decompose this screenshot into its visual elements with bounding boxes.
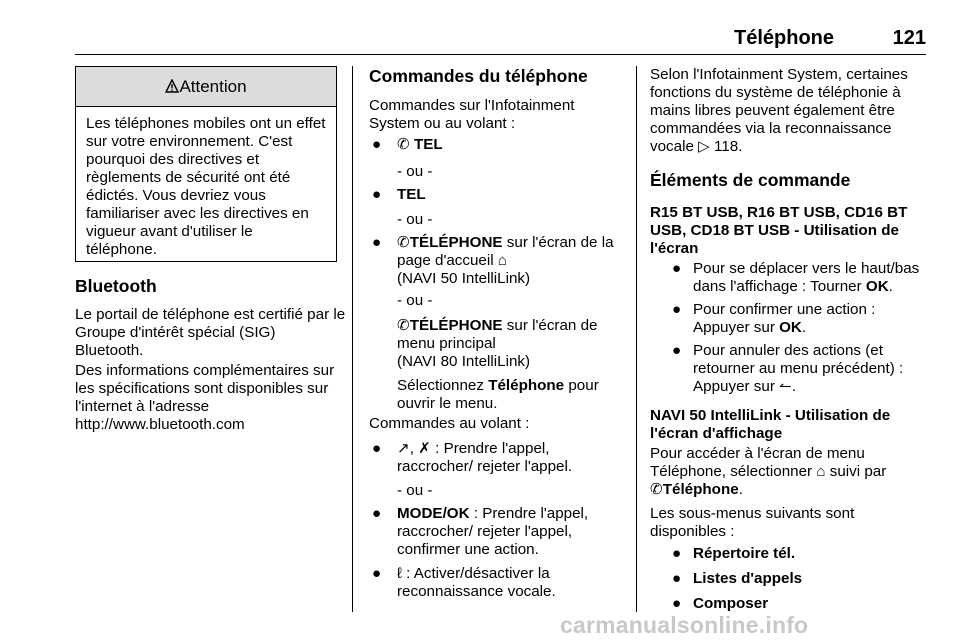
steering-heading: Commandes au volant : [369,415,530,432]
submenu-item: Composer [693,595,769,612]
list-item-call: ↗, ✗ : Prendre l'appel, raccrocher/ rejeter l'appel. [397,440,573,475]
list-item-telephone-home: ✆TÉLÉPHONE sur l'écran de la page d'accueil ⌂ (NAVI 50 IntelliLink) [397,234,614,287]
page-number: 121 [892,27,926,49]
section-heading-controls: Éléments de commande [650,170,851,190]
or-text: - ou - [397,292,433,309]
or-text: - ou - [397,163,433,180]
list-item-tel-button: ✆ TEL [397,136,443,153]
bullet-icon: ● [672,260,682,277]
pickup-icon: ↗ [397,440,410,457]
subheading-radio-models: R15 BT USB, R16 BT USB, CD16 BT USB, CD18 BT USB - Utilisation de l'écran [650,204,908,257]
watermark: carmanualsonline.info [560,612,809,638]
header-rule [75,54,926,55]
column-divider-2 [636,66,637,612]
bullet-icon: ● [372,565,382,582]
bluetooth-paragraph-2: Des informations complémentaires sur les spécifications sont disponibles sur l'internet à l'adresse http://www.bluetooth.com [75,362,335,433]
bluetooth-paragraph-1: Le portail de téléphone est certifié par le Groupe d'intérêt spécial (SIG) Bluetooth. [75,306,346,359]
bluetooth-heading: Bluetooth [75,276,157,296]
attention-box [75,66,337,262]
bullet-icon: ● [672,595,682,612]
submenu-item: Listes d'appels [693,570,803,587]
column-divider-1 [352,66,353,612]
home-icon: ⌂ [497,252,508,269]
hangup-icon: ✗ [418,440,431,457]
phone-icon: ✆ [650,481,663,498]
bullet-icon: ● [672,570,682,587]
attention-text: Les téléphones mobiles ont un effet sur votre environnement. C'est pourquoi des directives et règlements de sécurité ont été édictés. Vous devriez vous familiariser avec les directives en vigueur avant d'utiliser le téléphone. [86,115,326,258]
page-title: Téléphone [733,27,834,49]
bullet-icon: ● [672,545,682,562]
bullet-icon: ● [372,440,382,457]
attention-header [76,67,336,107]
list-item-telephone-menu: ✆TÉLÉPHONE sur l'écran de menu principal (NAVI 80 IntelliLink) [397,317,598,370]
section-heading-commands: Commandes du téléphone [369,66,588,86]
list-item-scroll: Pour se déplacer vers le haut/bas dans l'affichage : Tourner OK. [693,260,920,295]
or-text: - ou - [397,482,433,499]
attention-label: Attention [179,77,247,96]
bullet-icon: ● [372,136,382,153]
warning-icon [165,79,179,93]
page-ref-icon: ▷ [698,138,710,155]
list-item-confirm: Pour confirmer une action : Appuyer sur OK. [693,301,876,336]
bullet-icon: ● [372,234,382,251]
bullet-icon: ● [672,342,682,359]
list-item-mode-ok: MODE/OK : Prendre l'appel, raccrocher/ rejeter l'appel, confirmer une action. [397,505,589,558]
phone-icon: ✆ [397,317,410,334]
list-item-voice: ℓ : Activer/désactiver la reconnaissance vocale. [397,565,556,600]
submenus-paragraph: Les sous-menus suivants sont disponibles : [650,505,855,540]
commands-intro: Commandes sur l'Infotainment System ou au volant : [369,97,575,132]
list-item-cancel: Pour annuler des actions (et retourner au menu précédent) : Appuyer sur ↼. [693,342,904,395]
back-icon: ↼ [779,378,792,395]
bullet-icon: ● [372,186,382,203]
select-telephone-text: Sélectionnez Téléphone pour ouvrir le menu. [397,377,599,412]
phone-icon: ✆ [397,234,410,251]
submenu-item: Répertoire tél. [693,545,796,562]
bullet-icon: ● [372,505,382,522]
voice-control-paragraph: Selon l'Infotainment System, certaines fonctions du système de téléphonie à mains libres peuvent également être commandées via la reconnaissance vocale ▷ 118. [650,66,908,155]
phone-handset-icon: ✆ [397,136,410,153]
list-item-tel: TEL [397,186,426,203]
bullet-icon: ● [672,301,682,318]
or-text: - ou - [397,211,433,228]
home-icon: ⌂ [816,463,826,480]
subheading-navi50: NAVI 50 IntelliLink - Utilisation de l'écran d'affichage [650,407,891,442]
navi50-paragraph: Pour accéder à l'écran de menu Téléphone, sélectionner ⌂ suivi par ✆Téléphone. [650,445,887,498]
voice-icon: ℓ [397,565,402,582]
